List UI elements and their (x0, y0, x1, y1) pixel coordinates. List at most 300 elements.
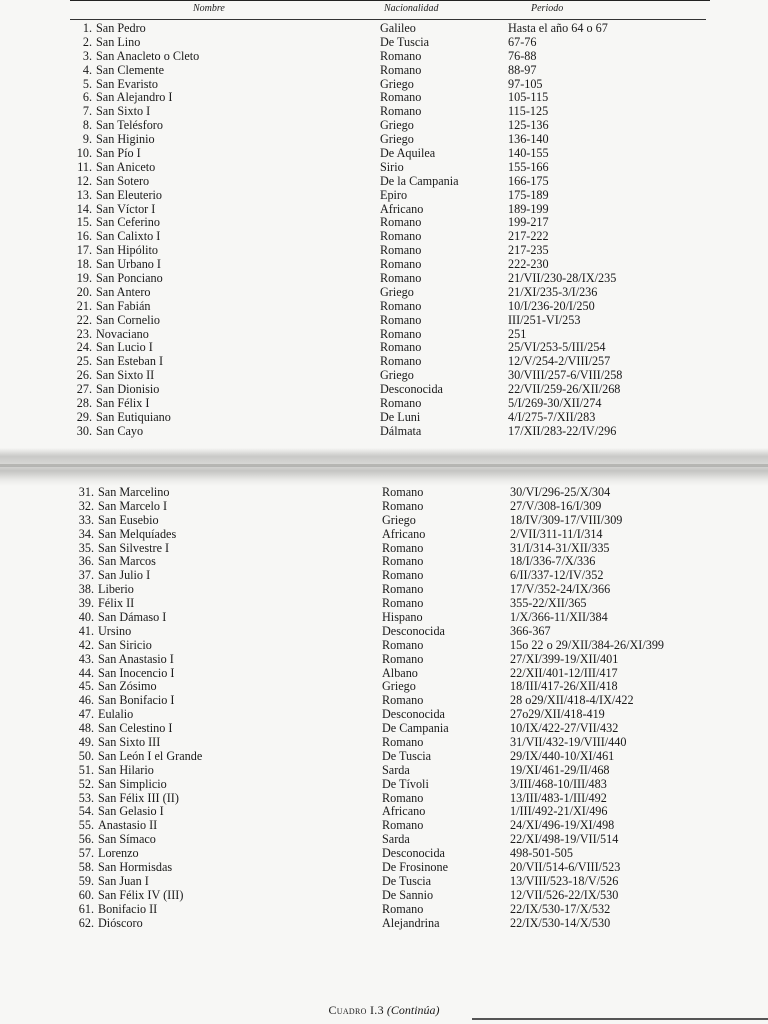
pope-number: 18. (76, 257, 92, 272)
pope-name: San Eleuterio (96, 187, 162, 202)
table-row (0, 314, 768, 328)
page-seam-line (0, 464, 768, 467)
pope-number: 28. (76, 396, 92, 411)
pope-number: 49. (78, 735, 94, 750)
pope-name: San Félix IV (III) (98, 887, 184, 902)
pope-number: 2. (82, 34, 92, 49)
pope-number: 45. (78, 679, 94, 694)
pope-number: 14. (76, 201, 92, 216)
pope-name: San Celestino I (98, 721, 173, 736)
table-caption (0, 1003, 768, 1018)
pope-name: San Félix III (II) (98, 790, 179, 805)
pope-name: San Aniceto (96, 159, 156, 174)
pope-name: San Dámaso I (98, 610, 167, 625)
pope-period: 25/VI/253-5/III/254 (508, 340, 606, 355)
pope-name: San Lucio I (96, 340, 153, 355)
pope-number: 11. (77, 159, 92, 174)
pope-period: III/251-VI/253 (508, 312, 581, 327)
table-row (0, 300, 768, 314)
pope-number: 24. (76, 340, 92, 355)
pope-nationality: Romano (382, 498, 424, 513)
pope-period: 217-222 (508, 229, 549, 244)
footer-rule (472, 1018, 768, 1020)
pope-name: Liberio (98, 582, 134, 597)
pope-name: Félix II (98, 596, 135, 611)
table-row (0, 119, 768, 133)
pope-name: San Félix I (96, 396, 150, 411)
table-row (0, 258, 768, 272)
pope-name: San Clemente (96, 62, 165, 77)
pope-period: 18/IV/309-17/VIII/309 (510, 512, 623, 527)
pope-period: 22/VII/259-26/XII/268 (508, 382, 621, 397)
pope-name: San Esteban I (96, 354, 164, 369)
pope-period: 18/I/336-7/X/336 (510, 554, 596, 569)
pope-number: 50. (78, 748, 94, 763)
pope-name: San Bonifacio I (98, 693, 175, 708)
pope-name: San Sixto II (96, 368, 155, 383)
table-row (0, 639, 768, 653)
table-row (0, 736, 768, 750)
table-row (0, 133, 768, 147)
table-row (0, 341, 768, 355)
pope-number: 40. (78, 610, 94, 625)
pope-name: San Siricio (98, 637, 152, 652)
pope-number: 44. (78, 665, 94, 680)
pope-number: 51. (78, 762, 94, 777)
pope-nationality: Sirio (380, 159, 404, 174)
pope-period: 88-97 (508, 62, 537, 77)
pope-period: 67-76 (508, 34, 537, 49)
pope-nationality: Epiro (380, 187, 408, 202)
pope-number: 52. (78, 776, 94, 791)
pope-nationality: Romano (380, 90, 422, 105)
table-row (0, 917, 768, 931)
table-row (0, 147, 768, 161)
table-row (0, 64, 768, 78)
pope-period: 189-199 (508, 201, 549, 216)
pope-number: 43. (78, 651, 94, 666)
pope-name: San Ceferino (96, 215, 160, 230)
table-row (0, 91, 768, 105)
pope-period: 13/III/483-1/III/492 (510, 790, 607, 805)
pope-nationality: Romano (380, 326, 422, 341)
pope-period: 12/V/254-2/VIII/257 (508, 354, 611, 369)
pope-nationality: Alejandrina (382, 915, 440, 930)
pope-nationality: Romano (382, 568, 424, 583)
table-row (0, 425, 768, 439)
table-row (0, 286, 768, 300)
pope-number: 19. (76, 271, 92, 286)
pope-name: San Urbano I (96, 257, 161, 272)
page-seam (0, 448, 768, 486)
pope-number: 31. (78, 485, 94, 499)
pope-number: 6. (82, 90, 92, 105)
pope-period: 366-367 (510, 623, 551, 638)
pope-period: 1/X/366-11/XII/384 (510, 610, 608, 625)
pope-name: San Pío I (96, 146, 141, 161)
table-row (0, 36, 768, 50)
pope-nationality: De Sannio (382, 887, 434, 902)
table-row (0, 216, 768, 230)
pope-nationality: Romano (382, 540, 424, 555)
table-row (0, 625, 768, 639)
pope-nationality: De Campania (382, 721, 449, 736)
pope-period: 166-175 (508, 173, 549, 188)
pope-period: 1/III/492-21/XI/496 (510, 804, 608, 819)
pope-nationality: Romano (382, 554, 424, 569)
pope-nationality: Romano (380, 354, 422, 369)
pope-period: 3/III/468-10/III/483 (510, 776, 607, 791)
pope-name: San Hilario (98, 762, 154, 777)
pope-number: 25. (76, 354, 92, 369)
pope-name: San Marcelino (98, 485, 170, 499)
pope-period: 251 (508, 326, 527, 341)
pope-nationality: De Tívoli (382, 776, 429, 791)
pope-name: San Anastasio I (98, 651, 174, 666)
pope-number: 21. (76, 298, 92, 313)
table-row (0, 397, 768, 411)
pope-nationality: Africano (380, 201, 424, 216)
pope-number: 57. (78, 846, 94, 861)
pope-number: 1. (82, 21, 92, 35)
pope-period: 31/I/314-31/XII/335 (510, 540, 610, 555)
pope-name: San Silvestre I (98, 540, 170, 555)
table-row (0, 667, 768, 681)
table-row (0, 105, 768, 119)
pope-number: 16. (76, 229, 92, 244)
pope-number: 58. (78, 860, 94, 875)
pope-name: San Zósimo (98, 679, 157, 694)
table-row (0, 383, 768, 397)
table-row (0, 161, 768, 175)
pope-name: San Simplicio (98, 776, 167, 791)
pope-name: San Eusebio (98, 512, 159, 527)
pope-name: San Víctor I (96, 201, 156, 216)
header-rule (70, 19, 706, 20)
pope-number: 33. (78, 512, 94, 527)
pope-number: 23. (76, 326, 92, 341)
pope-period: 17/V/352-24/IX/366 (510, 582, 611, 597)
pope-name: San Evaristo (96, 76, 158, 91)
pope-number: 34. (78, 526, 94, 541)
pope-period: 19/XI/461-29/II/468 (510, 762, 610, 777)
table-row (0, 569, 768, 583)
pope-name: Novaciano (96, 326, 149, 341)
pope-name: San Sotero (96, 173, 150, 188)
pope-nationality: Romano (380, 271, 422, 286)
pope-period: 27o29/XII/418-419 (510, 707, 605, 722)
pope-name: San Telésforo (96, 118, 163, 133)
pope-nationality: Romano (382, 818, 424, 833)
pope-number: 47. (78, 707, 94, 722)
pope-number: 13. (76, 187, 92, 202)
pope-nationality: Romano (380, 312, 422, 327)
table-section-1 (0, 22, 768, 439)
table-row (0, 833, 768, 847)
pope-period: 17/XII/283-22/IV/296 (508, 423, 617, 438)
pope-nationality: Romano (382, 901, 424, 916)
pope-name: Lorenzo (98, 846, 139, 861)
pope-nationality: Albano (382, 665, 418, 680)
pope-name: Dióscoro (98, 915, 143, 930)
pope-number: 32. (78, 498, 94, 513)
pope-period: Hasta el año 64 o 67 (508, 21, 608, 35)
table-row (0, 875, 768, 889)
pope-nationality: Romano (382, 596, 424, 611)
pope-nationality: Romano (382, 485, 424, 499)
table-row (0, 778, 768, 792)
pope-number: 4. (82, 62, 92, 77)
pope-nationality: Sarda (382, 762, 410, 777)
pope-number: 15. (76, 215, 92, 230)
pope-number: 41. (78, 623, 94, 638)
pope-number: 12. (76, 173, 92, 188)
pope-period: 29/IX/440-10/XI/461 (510, 748, 615, 763)
pope-nationality: Griego (382, 679, 416, 694)
table-row (0, 708, 768, 722)
pope-number: 10. (76, 146, 92, 161)
pope-period: 10/I/236-20/I/250 (508, 298, 595, 313)
pope-name: San Cayo (96, 423, 144, 438)
pope-number: 9. (82, 132, 92, 147)
pope-nationality: Hispano (382, 610, 423, 625)
pope-name: San Hormisdas (98, 860, 173, 875)
table-row (0, 653, 768, 667)
pope-period: 217-235 (508, 243, 549, 258)
pope-period: 140-155 (508, 146, 549, 161)
table-row (0, 230, 768, 244)
table-row (0, 514, 768, 528)
pope-period: 22/XII/401-12/III/417 (510, 665, 618, 680)
pope-nationality: Griego (380, 76, 414, 91)
pope-nationality: Dálmata (380, 423, 422, 438)
pope-period: 12/VII/526-22/IX/530 (510, 887, 619, 902)
pope-number: 59. (78, 873, 94, 888)
pope-period: 10/IX/422-27/VII/432 (510, 721, 619, 736)
table-row (0, 244, 768, 258)
pope-number: 60. (78, 887, 94, 902)
pope-number: 22. (76, 312, 92, 327)
table-row (0, 889, 768, 903)
pope-nationality: Romano (380, 104, 422, 119)
pope-number: 3. (82, 48, 92, 63)
pope-nationality: De Aquilea (380, 146, 436, 161)
pope-period: 27/V/308-16/I/309 (510, 498, 602, 513)
table-row (0, 722, 768, 736)
pope-nationality: De Frosinone (382, 860, 449, 875)
pope-nationality: Romano (380, 257, 422, 272)
table-row (0, 750, 768, 764)
pope-nationality: Romano (380, 340, 422, 355)
pope-nationality: Desconocida (382, 707, 445, 722)
table-row (0, 486, 768, 500)
pope-number: 38. (78, 582, 94, 597)
pope-nationality: Galileo (380, 21, 416, 35)
table-row (0, 597, 768, 611)
table-row (0, 500, 768, 514)
pope-name: San Higinio (96, 132, 155, 147)
table-row (0, 175, 768, 189)
pope-nationality: Griego (380, 368, 414, 383)
pope-number: 7. (82, 104, 92, 119)
pope-nationality: Africano (382, 804, 426, 819)
pope-nationality: De Luni (380, 409, 421, 424)
pope-period: 30/VIII/257-6/VIII/258 (508, 368, 623, 383)
caption-continuation: (Continúa) (386, 1003, 440, 1017)
table-row (0, 542, 768, 556)
table-row (0, 189, 768, 203)
pope-number: 53. (78, 790, 94, 805)
pope-period: 15o 22 o 29/XII/384-26/XI/399 (510, 637, 665, 652)
pope-nationality: De Tuscia (380, 34, 430, 49)
pope-period: 115-125 (508, 104, 549, 119)
table-row (0, 369, 768, 383)
pope-period: 199-217 (508, 215, 549, 230)
caption-label: Cuadro I.3 (328, 1003, 384, 1017)
pope-name: San Cornelio (96, 312, 160, 327)
pope-number: 37. (78, 568, 94, 583)
pope-number: 8. (82, 118, 92, 133)
pope-number: 62. (78, 915, 94, 930)
pope-nationality: Romano (382, 735, 424, 750)
pope-name: Anastasio II (98, 818, 158, 833)
pope-period: 21/VII/230-28/IX/235 (508, 271, 617, 286)
table-row (0, 50, 768, 64)
pope-period: 21/XI/235-3/I/236 (508, 284, 598, 299)
pope-nationality: Desconocida (380, 382, 443, 397)
pope-name: San León I el Grande (98, 748, 203, 763)
table-row (0, 411, 768, 425)
table-row (0, 78, 768, 92)
pope-nationality: Romano (382, 790, 424, 805)
table-row (0, 528, 768, 542)
pope-nationality: Romano (382, 637, 424, 652)
pope-name: San Inocencio I (98, 665, 175, 680)
table-row (0, 203, 768, 217)
pope-nationality: Romano (380, 48, 422, 63)
pope-period: 4/I/275-7/XII/283 (508, 409, 596, 424)
pope-period: 105-115 (508, 90, 549, 105)
table-row (0, 792, 768, 806)
pope-name: San Hipólito (96, 243, 158, 258)
table-row (0, 328, 768, 342)
pope-name: San Melquíades (98, 526, 177, 541)
pope-period: 31/VII/432-19/VIII/440 (510, 735, 627, 750)
pope-nationality: Romano (380, 298, 422, 313)
pope-nationality: Romano (380, 62, 422, 77)
pope-name: San Alejandro I (96, 90, 173, 105)
pope-name: San Lino (96, 34, 141, 49)
table-row (0, 555, 768, 569)
pope-nationality: Desconocida (382, 623, 445, 638)
header-nacionalidad: Nacionalidad (384, 3, 439, 14)
pope-number: 55. (78, 818, 94, 833)
header-periodo: Periodo (531, 3, 564, 14)
pope-nationality: Romano (382, 651, 424, 666)
pope-period: 24/XI/496-19/XI/498 (510, 818, 615, 833)
pope-number: 48. (78, 721, 94, 736)
pope-nationality: Sarda (382, 832, 410, 847)
pope-period: 175-189 (508, 187, 549, 202)
table-row (0, 680, 768, 694)
pope-number: 17. (76, 243, 92, 258)
pope-period: 22/XI/498-19/VII/514 (510, 832, 619, 847)
pope-period: 20/VII/514-6/VIII/523 (510, 860, 621, 875)
pope-number: 35. (78, 540, 94, 555)
pope-name: San Marcelo I (98, 498, 168, 513)
pope-nationality: Griego (380, 118, 414, 133)
pope-period: 5/I/269-30/XII/274 (508, 396, 602, 411)
top-rule (70, 0, 710, 1)
table-row (0, 272, 768, 286)
table-row (0, 819, 768, 833)
pope-period: 136-140 (508, 132, 549, 147)
pope-name: San Eutiquiano (96, 409, 171, 424)
pope-nationality: Griego (380, 132, 414, 147)
pope-nationality: Desconocida (382, 846, 445, 861)
pope-nationality: Griego (380, 284, 414, 299)
pope-nationality: De Tuscia (382, 873, 432, 888)
pope-nationality: De Tuscia (382, 748, 432, 763)
pope-name: Ursino (98, 623, 132, 638)
pope-nationality: Romano (380, 215, 422, 230)
pope-period: 97-105 (508, 76, 543, 91)
pope-number: 54. (78, 804, 94, 819)
pope-name: San Sixto I (96, 104, 151, 119)
pope-number: 61. (78, 901, 94, 916)
pope-nationality: De la Campania (380, 173, 459, 188)
pope-name: San Antero (96, 284, 151, 299)
pope-name: San Sixto III (98, 735, 161, 750)
pope-number: 27. (76, 382, 92, 397)
pope-period: 498-501-505 (510, 846, 573, 861)
pope-number: 39. (78, 596, 94, 611)
pope-name: San Fabián (96, 298, 151, 313)
pope-number: 46. (78, 693, 94, 708)
table-row (0, 847, 768, 861)
pope-period: 155-166 (508, 159, 549, 174)
pope-number: 42. (78, 637, 94, 652)
pope-nationality: Romano (382, 693, 424, 708)
pope-number: 56. (78, 832, 94, 847)
pope-name: San Calixto I (96, 229, 161, 244)
pope-period: 2/VII/311-11/I/314 (510, 526, 603, 541)
pope-name: San Juan I (98, 873, 149, 888)
pope-name: Eulalio (98, 707, 134, 722)
pope-number: 20. (76, 284, 92, 299)
pope-period: 27/XI/399-19/XII/401 (510, 651, 619, 666)
pope-nationality: Africano (382, 526, 426, 541)
pope-period: 30/VI/296-25/X/304 (510, 485, 611, 499)
pope-period: 13/VIII/523-18/V/526 (510, 873, 619, 888)
pope-nationality: Romano (380, 229, 422, 244)
pope-period: 18/III/417-26/XII/418 (510, 679, 618, 694)
pope-nationality: Romano (380, 396, 422, 411)
pope-name: San Anacleto o Cleto (96, 48, 200, 63)
pope-period: 6/II/337-12/IV/352 (510, 568, 604, 583)
table-row (0, 764, 768, 778)
pope-period: 76-88 (508, 48, 537, 63)
pope-name: Bonifacio II (98, 901, 158, 916)
table-row (0, 355, 768, 369)
table-row (0, 22, 768, 36)
pope-name: San Julio I (98, 568, 151, 583)
table-section-2 (0, 486, 768, 931)
pope-name: San Gelasio I (98, 804, 164, 819)
pope-number: 36. (78, 554, 94, 569)
table-row (0, 583, 768, 597)
pope-period: 28 o29/XII/418-4/IX/422 (510, 693, 634, 708)
